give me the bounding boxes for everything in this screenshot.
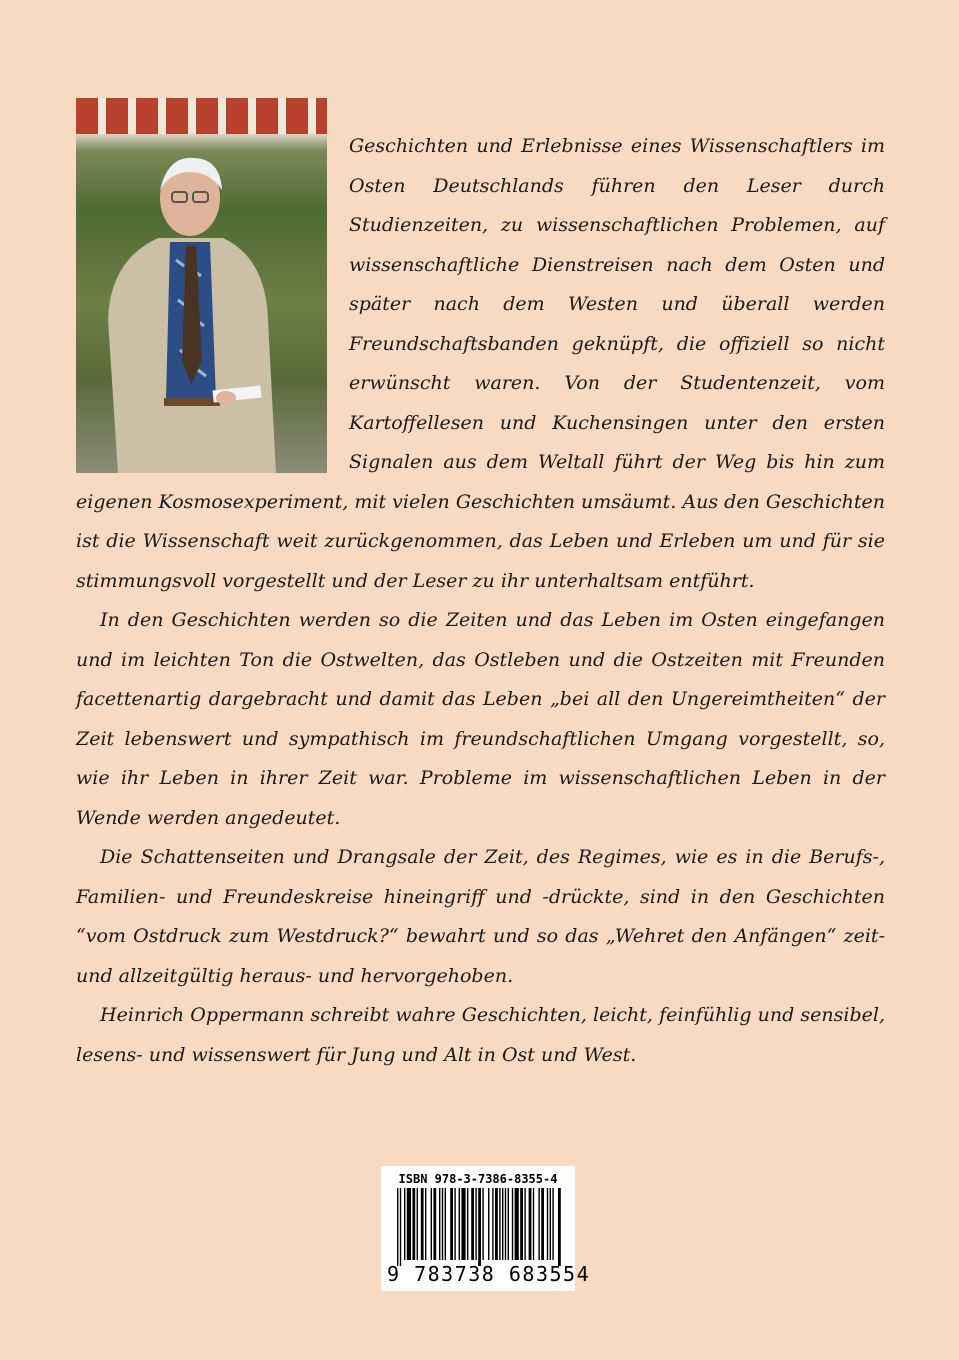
barcode-bar	[431, 1188, 432, 1260]
barcode-bar	[471, 1188, 474, 1260]
paragraph-2: In den Geschichten werden so die Zeiten und das Leben im Osten eingefangen und im leichten Ton die Ostwelten, das Ostleben und die Ostzeiten mit Freunden facettenartig dargebracht und damit das Leben „bei all den Ungereimtheiten“ der Zeit lebenswert und sympathisch im freundschaftlichen Umgang vorgestellt, so, wie ihr Leben in ihrer Zeit war. Probleme im wissenschaftlichen Leben in der Wende werden angedeutet.	[76, 609, 885, 829]
barcode-bar	[461, 1188, 465, 1260]
barcode-bar	[515, 1188, 519, 1260]
barcode-bar	[450, 1188, 453, 1260]
barcode-bar	[412, 1188, 415, 1260]
back-cover-text	[76, 127, 885, 1075]
isbn-label: ISBN 978-3-7386-8355-4	[398, 1172, 558, 1186]
barcode-bar	[492, 1188, 493, 1260]
photo-wrap-spacer	[76, 127, 349, 479]
barcode-bar	[397, 1188, 398, 1266]
barcode-bar	[538, 1188, 539, 1260]
barcode-bar	[508, 1188, 509, 1260]
barcode-bar	[425, 1188, 426, 1260]
barcode-bar	[417, 1188, 418, 1260]
barcode-bar	[541, 1188, 544, 1260]
barcode-bar	[445, 1188, 446, 1260]
isbn-barcode	[381, 1166, 591, 1291]
barcode-bar	[467, 1188, 468, 1260]
barcode-bar	[488, 1188, 489, 1260]
barcode-bar	[529, 1188, 532, 1260]
barcode-bar	[421, 1188, 424, 1260]
barcode-bar	[547, 1188, 548, 1260]
paragraph-1: Geschichten und Erlebnisse eines Wissenschaftlers im Osten Deutschlands führen den Leser durch Studienzeiten, zu wissenschaftlichen Problemen, auf wissenschaftliche Dienstreisen nach dem Osten und später nach dem Westen und überall werden Freundschaftsbanden geknüpft, die offiziell so nicht erwünscht waren. Von der Studentenzeit, vom Kartoffellesen und Kuchensingen unter den ersten Signalen aus dem Weltall führt der Weg bis hin zum eigenen Kosmosexperiment, mit vielen Geschichten umsäumt. Aus den Geschichten ist die Wissenschaft weit zurückgenommen, das Leben und Erleben um und für sie stimmungsvoll vorgestellt und der Leser zu ihr unterhaltsam entführt.	[76, 135, 885, 592]
barcode-bar	[524, 1188, 525, 1260]
barcode-bar	[505, 1188, 506, 1260]
barcode-bar	[499, 1188, 500, 1260]
barcode-bar	[502, 1188, 503, 1260]
barcode-digits: 9 783738 683554	[387, 1262, 591, 1286]
barcode-bar	[512, 1188, 513, 1260]
barcode-bar	[442, 1188, 443, 1260]
barcode-bar	[482, 1188, 483, 1260]
barcode-bars	[395, 1188, 563, 1266]
barcode-bar	[495, 1188, 498, 1260]
barcode-bar	[552, 1188, 553, 1260]
barcode-bar	[404, 1188, 405, 1260]
barcode-bar	[400, 1188, 401, 1266]
barcode-bar	[407, 1188, 411, 1260]
paragraph-3: Die Schattenseiten und Drangsale der Zeit, des Regimes, wie es in die Berufs-, Familien- und Freundeskreise hineingriff und -drückte, sind in den Geschichten “vom Ostdruck zum Westdruck?“ bewahrt und so das „Wehret den Anfängen“ zeit- und allzeitgültig heraus- und hervorgehoben.	[76, 846, 885, 987]
barcode-bar	[558, 1188, 561, 1266]
barcode-bar	[478, 1188, 481, 1266]
barcode-bar	[433, 1188, 436, 1260]
barcode-bar	[533, 1188, 534, 1260]
paragraph-4: Heinrich Oppermann schreibt wahre Geschichten, leicht, feinfühlig und sensibel, lesens- und wissenswert für Jung und Alt in Ost und West.	[76, 1004, 885, 1066]
barcode-bar	[475, 1188, 476, 1260]
barcode-bar	[550, 1188, 551, 1260]
barcode-bar	[520, 1188, 523, 1260]
barcode-bar	[439, 1188, 440, 1260]
barcode-bar	[459, 1188, 460, 1260]
barcode-bar	[454, 1188, 455, 1260]
